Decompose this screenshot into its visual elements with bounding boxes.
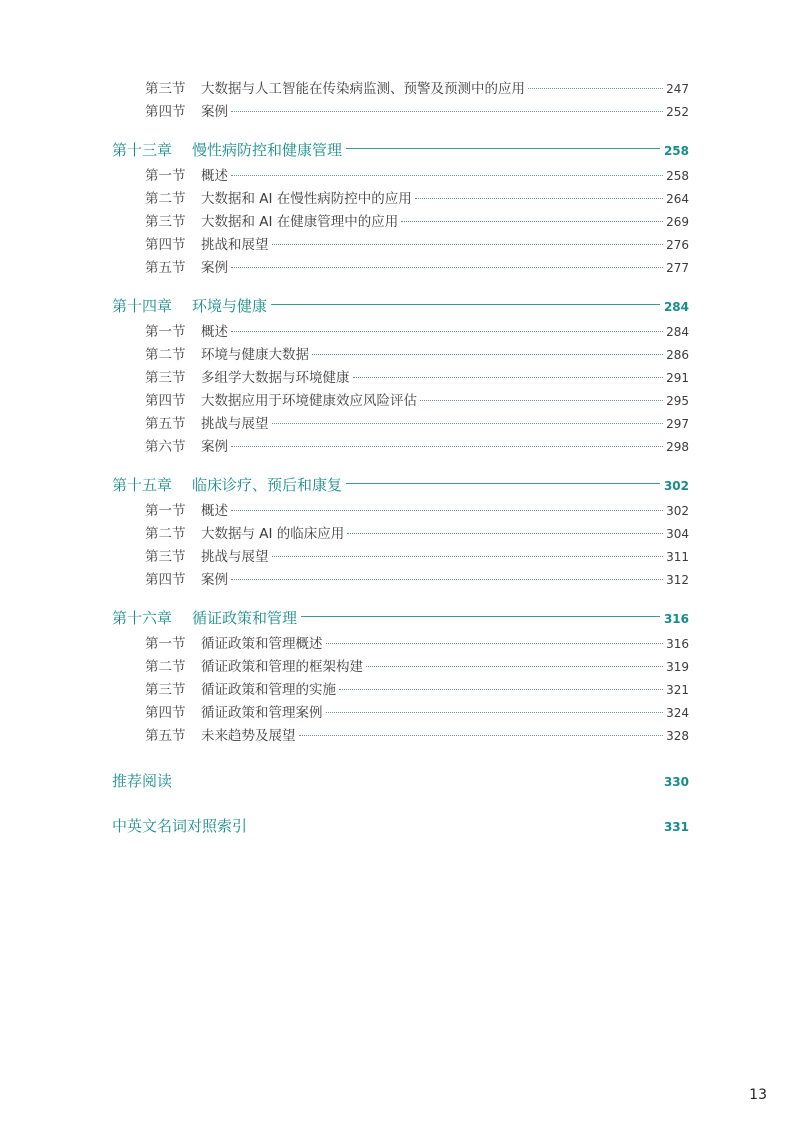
toc-section[interactable]: [112, 656, 689, 679]
section-number: 第五节: [145, 416, 186, 432]
dot-leader: [231, 175, 663, 176]
page-number: 13: [749, 1087, 767, 1103]
section-title: 挑战与展望: [201, 549, 269, 565]
dot-leader: [272, 244, 664, 245]
toc-section[interactable]: [112, 500, 689, 523]
appendix-page: 331: [663, 820, 689, 834]
toc-chapter[interactable]: [112, 138, 689, 162]
section-title: 概述: [201, 503, 228, 519]
appendix-page: 330: [663, 775, 689, 789]
section-number: 第四节: [145, 572, 186, 588]
section-page: 291: [666, 371, 689, 385]
section-page: 321: [666, 683, 689, 697]
section-page: 276: [666, 238, 689, 252]
section-page: 328: [666, 729, 689, 743]
chapter-title: 环境与健康: [192, 297, 268, 315]
section-title: 概述: [201, 168, 228, 184]
toc-section[interactable]: [112, 367, 689, 390]
section-number: 第五节: [145, 260, 186, 276]
dot-leader: [326, 643, 664, 644]
chapter-page: 316: [663, 612, 689, 626]
chapter-15: [112, 473, 689, 592]
chapter-number: 第十五章: [112, 476, 173, 494]
dot-leader: [231, 579, 663, 580]
section-title: 循证政策和管理案例: [201, 705, 323, 721]
dot-leader: [231, 510, 663, 511]
section-title: 案例: [201, 439, 228, 455]
rule-leader: [271, 304, 660, 305]
table-of-contents: [112, 78, 689, 838]
toc-section[interactable]: [112, 165, 689, 188]
dot-leader: [420, 400, 663, 401]
section-number: 第六节: [145, 439, 186, 455]
section-title: 大数据和 AI 在慢性病防控中的应用: [201, 191, 412, 207]
section-title: 多组学大数据与环境健康: [201, 370, 350, 386]
section-number: 第四节: [145, 705, 186, 721]
section-page: 319: [666, 660, 689, 674]
section-number: 第三节: [145, 682, 186, 698]
rule-leader: [346, 148, 660, 149]
section-title: 案例: [201, 572, 228, 588]
section-page: 286: [666, 348, 689, 362]
section-number: 第四节: [145, 393, 186, 409]
section-number: 第二节: [145, 526, 186, 542]
toc-section[interactable]: [112, 546, 689, 569]
dot-leader: [231, 331, 663, 332]
section-page: 302: [666, 504, 689, 518]
dot-leader: [347, 533, 663, 534]
toc-section[interactable]: [112, 413, 689, 436]
toc-section[interactable]: [112, 321, 689, 344]
dot-leader: [231, 111, 663, 112]
dot-leader: [272, 556, 664, 557]
section-number: 第三节: [145, 549, 186, 565]
dot-leader: [272, 423, 664, 424]
leading-sections: [112, 78, 689, 124]
appendix-title: 推荐阅读: [112, 772, 173, 790]
section-number: 第四节: [145, 104, 186, 120]
toc-section[interactable]: [112, 211, 689, 234]
chapter-title: 临床诊疗、预后和康复: [192, 476, 343, 494]
section-page: 316: [666, 637, 689, 651]
chapter-number: 第十四章: [112, 297, 173, 315]
toc-section[interactable]: [112, 101, 689, 124]
toc-section[interactable]: [112, 633, 689, 656]
toc-section[interactable]: [112, 390, 689, 413]
section-page: 304: [666, 527, 689, 541]
toc-section[interactable]: [112, 725, 689, 748]
section-number: 第一节: [145, 324, 186, 340]
toc-section[interactable]: [112, 344, 689, 367]
section-page: 247: [666, 82, 689, 96]
section-number: 第三节: [145, 214, 186, 230]
rule-leader: [301, 616, 660, 617]
chapter-page: 258: [663, 144, 689, 158]
dot-leader: [366, 666, 663, 667]
dot-leader: [401, 221, 663, 222]
toc-section[interactable]: [112, 569, 689, 592]
section-page: 324: [666, 706, 689, 720]
section-number: 第一节: [145, 168, 186, 184]
chapter-page: 284: [663, 300, 689, 314]
section-title: 概述: [201, 324, 228, 340]
section-title: 大数据与 AI 的临床应用: [201, 526, 345, 542]
chapter-title: 循证政策和管理: [192, 609, 298, 627]
dot-leader: [231, 446, 663, 447]
toc-section[interactable]: [112, 78, 689, 101]
dot-leader: [299, 735, 664, 736]
toc-section[interactable]: [112, 188, 689, 211]
dot-leader: [231, 267, 663, 268]
section-title: 挑战和展望: [201, 237, 269, 253]
section-page: 311: [666, 550, 689, 564]
chapter-number: 第十六章: [112, 609, 173, 627]
rule-leader: [346, 483, 660, 484]
dot-leader: [415, 198, 663, 199]
dot-leader: [353, 377, 664, 378]
section-number: 第四节: [145, 237, 186, 253]
toc-chapter[interactable]: [112, 294, 689, 318]
section-page: 297: [666, 417, 689, 431]
section-number: 第一节: [145, 636, 186, 652]
section-page: 277: [666, 261, 689, 275]
section-page: 284: [666, 325, 689, 339]
section-page: 252: [666, 105, 689, 119]
section-page: 298: [666, 440, 689, 454]
section-title: 环境与健康大数据: [201, 347, 309, 363]
section-title: 大数据和 AI 在健康管理中的应用: [201, 214, 399, 230]
dot-leader: [326, 712, 664, 713]
toc-chapter[interactable]: [112, 473, 689, 497]
toc-section[interactable]: [112, 702, 689, 725]
section-title: 案例: [201, 260, 228, 276]
dot-leader: [312, 354, 663, 355]
section-title: 循证政策和管理的框架构建: [201, 659, 363, 675]
toc-appendix-recommended-reading[interactable]: [112, 769, 689, 793]
toc-section[interactable]: [112, 523, 689, 546]
section-number: 第二节: [145, 659, 186, 675]
dot-leader: [528, 88, 663, 89]
chapter-title: 慢性病防控和健康管理: [192, 141, 343, 159]
dot-leader: [339, 689, 663, 690]
section-number: 第二节: [145, 191, 186, 207]
section-page: 264: [666, 192, 689, 206]
chapter-14: [112, 294, 689, 459]
section-number: 第五节: [145, 728, 186, 744]
section-page: 258: [666, 169, 689, 183]
section-number: 第一节: [145, 503, 186, 519]
section-page: 295: [666, 394, 689, 408]
section-title: 未来趋势及展望: [201, 728, 296, 744]
toc-chapter[interactable]: [112, 606, 689, 630]
section-number: 第二节: [145, 347, 186, 363]
section-title: 大数据与人工智能在传染病监测、预警及预测中的应用: [201, 81, 525, 97]
section-title: 循证政策和管理概述: [201, 636, 323, 652]
section-title: 挑战与展望: [201, 416, 269, 432]
section-title: 循证政策和管理的实施: [201, 682, 336, 698]
chapter-16: [112, 606, 689, 748]
toc-appendix-glossary-index[interactable]: [112, 814, 689, 838]
section-number: 第三节: [145, 81, 186, 97]
chapter-page: 302: [663, 479, 689, 493]
toc-section[interactable]: [112, 679, 689, 702]
chapter-number: 第十三章: [112, 141, 173, 159]
section-number: 第三节: [145, 370, 186, 386]
section-title: 案例: [201, 104, 228, 120]
section-page: 269: [666, 215, 689, 229]
chapter-13: [112, 138, 689, 280]
toc-section[interactable]: [112, 257, 689, 280]
section-title: 大数据应用于环境健康效应风险评估: [201, 393, 417, 409]
appendix-title: 中英文名词对照索引: [112, 817, 248, 835]
toc-section[interactable]: [112, 436, 689, 459]
section-page: 312: [666, 573, 689, 587]
toc-section[interactable]: [112, 234, 689, 257]
